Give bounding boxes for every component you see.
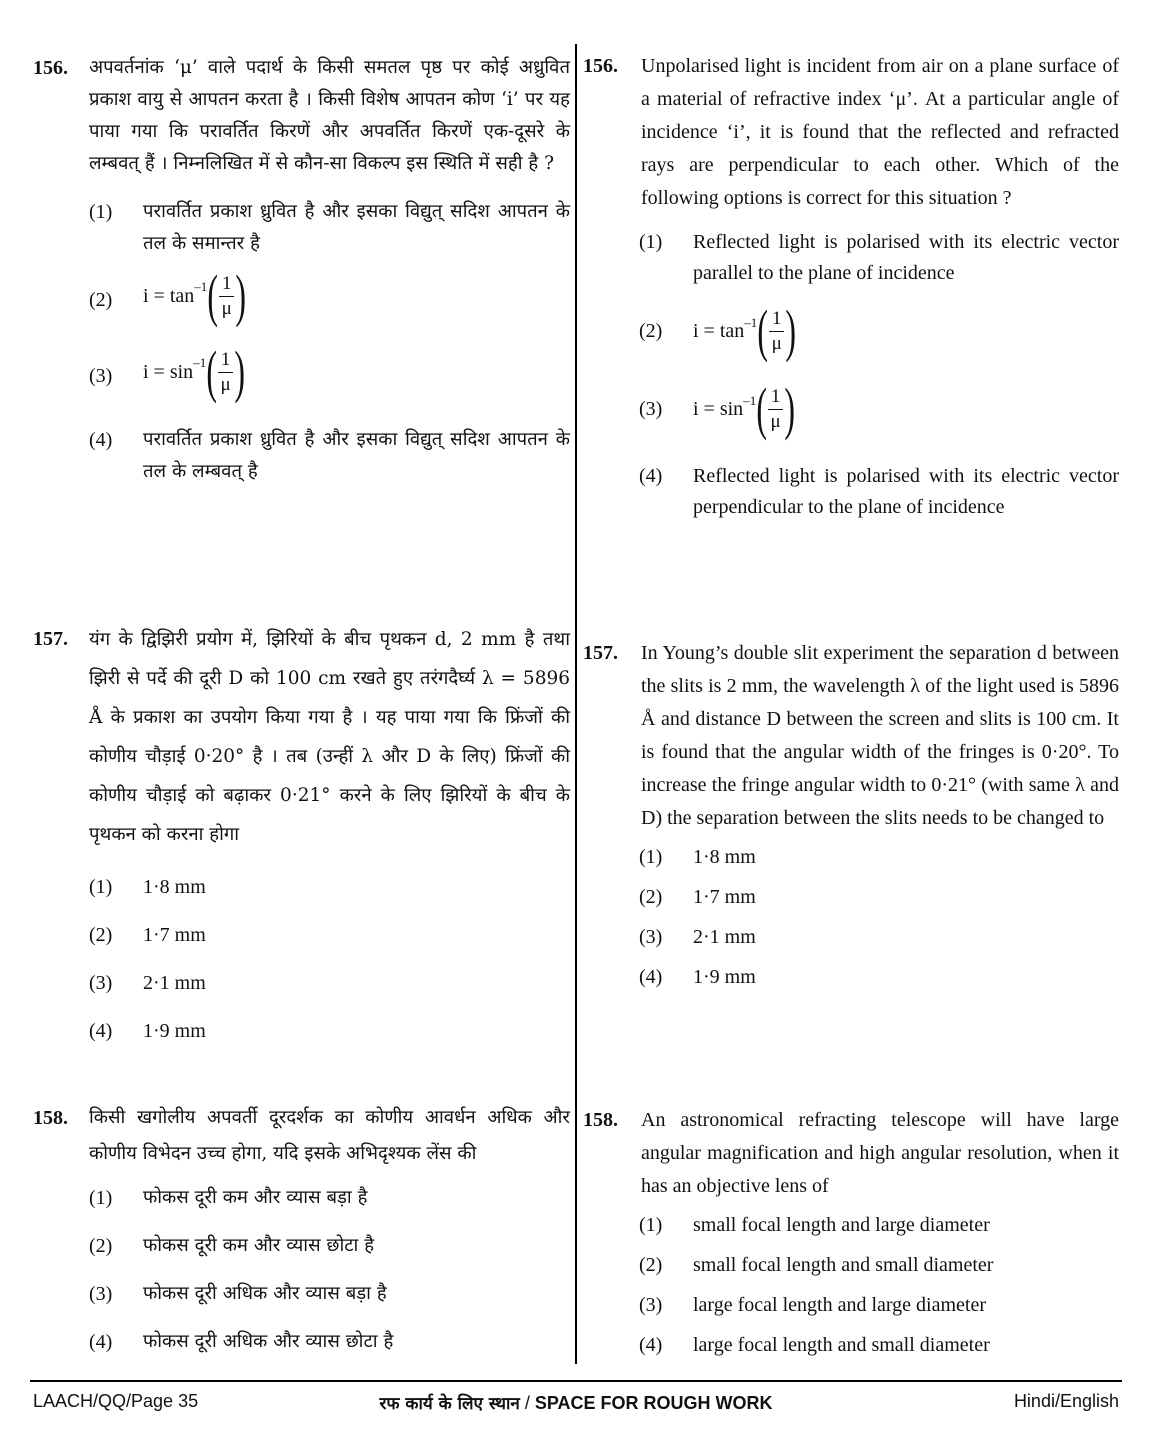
paren-open: ( — [757, 298, 769, 363]
formula-lhs: i = tan — [143, 285, 195, 307]
option-number: (2) — [639, 320, 663, 342]
option-formula — [143, 340, 570, 404]
rough-work-sep: / — [519, 1393, 535, 1413]
question-number: 158. — [583, 1109, 618, 1131]
option-formula — [143, 264, 570, 328]
option-text: 1·7 mm — [143, 924, 206, 946]
option-number: (1) — [639, 1214, 663, 1236]
option — [583, 961, 1119, 994]
option-formula — [693, 299, 1119, 363]
formula-sup: –1 — [743, 392, 757, 408]
question-number: 156. — [33, 57, 68, 79]
option-text: large focal length and large diameter — [693, 1294, 987, 1316]
option-text: परावर्तित प्रकाश ध्रुवित है और इसका विद्युत् सदिश आपतन के तल के लम्बवत् है — [143, 429, 570, 482]
option-number: (3) — [639, 1294, 663, 1316]
option-text: Reflected light is polarised with its electric vector parallel to the plane of incidence — [693, 231, 1119, 284]
language-label: Hindi/English — [1013, 1391, 1119, 1411]
option — [583, 881, 1119, 914]
fraction-denominator: μ — [220, 373, 231, 395]
option-number: (3) — [639, 926, 663, 948]
option-text: Reflected light is polarised with its electric vector perpendicular to the plane of incidence — [693, 465, 1119, 518]
option-number: (4) — [639, 1334, 663, 1356]
fraction-numerator: 1 — [219, 272, 235, 297]
option-number: (1) — [89, 876, 113, 898]
formula-lhs: i = sin — [693, 397, 744, 420]
paren-open: ( — [206, 339, 218, 404]
fraction — [769, 307, 785, 356]
paren-close: ) — [784, 376, 795, 441]
option-text: फोकस दूरी अधिक और व्यास छोटा है — [143, 1331, 394, 1352]
question-en-158 — [583, 1104, 1119, 1362]
question-stem: अपवर्तनांक ‘μ’ वाले पदार्थ के किसी समतल पृष्ठ पर कोई अध्रुवित प्रकाश वायु से आपतन करता है । किसी विशेष आपतन कोण ‘i’ पर यह पाया गया कि परावर्तित किरणें और अपवर्तित किरणें एक-दूसरे के लम्बवत् हैं । निम्नलिखित में से कौन-सा विकल्प इस स्थिति में सही है ? — [89, 57, 570, 174]
option-text: फोकस दूरी कम और व्यास छोटा है — [143, 1235, 375, 1256]
question-number: 157. — [583, 642, 618, 664]
fraction-numerator: 1 — [769, 307, 785, 332]
option-number: (3) — [639, 398, 663, 420]
option-text: 1·9 mm — [693, 966, 756, 988]
option-number: (4) — [89, 429, 113, 451]
question-number: 156. — [583, 55, 618, 77]
question-stem: किसी खगोलीय अपवर्ती दूरदर्शक का कोणीय आवर्धन अधिक और कोणीय विभेदन उच्च होगा, यदि इसके अभिदृश्यक लेंस की — [89, 1107, 570, 1164]
option — [583, 299, 1119, 363]
option-number: (1) — [639, 846, 663, 868]
option — [33, 1324, 570, 1360]
option-number: (3) — [89, 1283, 113, 1305]
option-number: (1) — [89, 201, 113, 223]
option — [33, 340, 570, 404]
option-number: (4) — [639, 465, 663, 487]
question-stem: Unpolarised light is incident from air on a plane surface of a material of refractive index ‘μ’. At a particular angle of incidence ‘i’, it is found that the reflected and refracted rays are perpendicular to each other. Which of the following options is correct for this situation ? — [641, 55, 1119, 209]
option-number: (2) — [89, 924, 113, 946]
question-en-157 — [583, 637, 1119, 994]
option-number: (4) — [639, 966, 663, 988]
fraction-denominator: μ — [770, 410, 781, 432]
option — [33, 964, 570, 1003]
option-number: (2) — [639, 886, 663, 908]
option — [33, 868, 570, 907]
option-number: (3) — [89, 365, 113, 387]
option-number: (2) — [639, 1254, 663, 1276]
option-text: फोकस दूरी कम और व्यास बड़ा है — [143, 1187, 368, 1208]
fraction-denominator: μ — [221, 297, 232, 319]
rough-work-english: SPACE FOR ROUGH WORK — [534, 1393, 773, 1413]
question-hi-157 — [33, 620, 570, 1051]
question-stem: In Young’s double slit experiment the separation d between the slits is 2 mm, the wavelength λ of the light used is 5896 Å and distance D between the screen and slits is 100 cm. It is found that the angular width of the fringes is 0·20°. To increase the fringe angular width to 0·21° (with same λ and D) the separation between the slits needs to be changed to — [641, 642, 1119, 829]
option-text: small focal length and large diameter — [693, 1214, 990, 1236]
paren-open: ( — [207, 263, 219, 328]
option-number: (2) — [89, 289, 113, 311]
rough-work-label — [0, 1391, 1152, 1414]
fraction — [218, 348, 234, 397]
question-number: 158. — [33, 1107, 68, 1129]
paren-close: ) — [785, 298, 796, 363]
option — [583, 1249, 1119, 1282]
formula-lhs: i = sin — [143, 361, 194, 383]
option — [33, 196, 570, 260]
option — [583, 1289, 1119, 1322]
option — [583, 377, 1119, 441]
option-text: 1·7 mm — [693, 886, 756, 908]
option-text: 2·1 mm — [143, 972, 206, 994]
question-number: 157. — [33, 628, 68, 650]
option — [583, 227, 1119, 289]
fraction — [219, 272, 235, 321]
option — [33, 1180, 570, 1216]
question-stem: यंग के द्विझिरी प्रयोग में, झिरियों के बीच पृथकन d, 2 mm है तथा झिरी से पर्दे की दूरी D को 100 cm रखते हुए तरंगदैर्घ्य λ = 5896 Å के प्रकाश का उपयोग किया गया है । यह पाया गया कि फ्रिंजों की कोणीय चौड़ाई 0·20° है । तब (उन्हीं λ और D के लिए) फ्रिंजों की कोणीय चौड़ाई को बढ़ाकर 0·21° करने के लिए झिरियों के बीच के पृथकन को करना होगा — [89, 629, 570, 845]
option — [33, 1276, 570, 1312]
option-text: 2·1 mm — [693, 926, 756, 948]
formula-sup: –1 — [744, 314, 758, 330]
option-text: small focal length and small diameter — [693, 1254, 994, 1276]
option — [33, 916, 570, 955]
option-number: (2) — [89, 1235, 113, 1257]
option-number: (4) — [89, 1020, 113, 1042]
formula-lhs: i = tan — [693, 319, 745, 342]
option-number: (1) — [89, 1187, 113, 1209]
rough-work-hindi: रफ कार्य के लिए स्थान — [379, 1394, 520, 1414]
option — [583, 1209, 1119, 1242]
paren-open: ( — [756, 376, 768, 441]
option-text: 1·9 mm — [143, 1020, 206, 1042]
option — [583, 461, 1119, 523]
page-id: LAACH/QQ/Page 35 — [33, 1391, 199, 1411]
question-hi-158 — [33, 1100, 570, 1360]
formula-sup: –1 — [194, 279, 208, 294]
question-hi-156 — [33, 52, 570, 488]
option-text: large focal length and small diameter — [693, 1334, 990, 1356]
option — [583, 921, 1119, 954]
fraction — [768, 385, 784, 434]
option — [33, 424, 570, 488]
option-text: 1·8 mm — [693, 846, 756, 868]
option-text: फोकस दूरी अधिक और व्यास बड़ा है — [143, 1283, 387, 1304]
paren-close: ) — [235, 263, 246, 328]
question-en-156 — [583, 50, 1119, 523]
option-text: परावर्तित प्रकाश ध्रुवित है और इसका विद्युत् सदिश आपतन के तल के समान्तर है — [143, 201, 570, 254]
fraction-denominator: μ — [771, 332, 782, 354]
fraction-numerator: 1 — [768, 385, 784, 410]
question-stem: An astronomical refracting telescope will have large angular magnification and high angular resolution, when it has an objective lens of — [641, 1109, 1119, 1197]
option — [33, 1012, 570, 1051]
option-text: 1·8 mm — [143, 876, 206, 898]
option — [33, 264, 570, 328]
fraction-numerator: 1 — [218, 348, 234, 373]
option-formula — [693, 377, 1119, 441]
option-number: (3) — [89, 972, 113, 994]
footer-rule — [30, 1380, 1122, 1382]
option — [583, 1329, 1119, 1362]
option — [583, 841, 1119, 874]
paren-close: ) — [234, 339, 245, 404]
formula-sup: –1 — [193, 355, 207, 370]
option-number: (1) — [639, 231, 663, 253]
option-number: (4) — [89, 1331, 113, 1353]
column-divider — [575, 44, 577, 1364]
option — [33, 1228, 570, 1264]
